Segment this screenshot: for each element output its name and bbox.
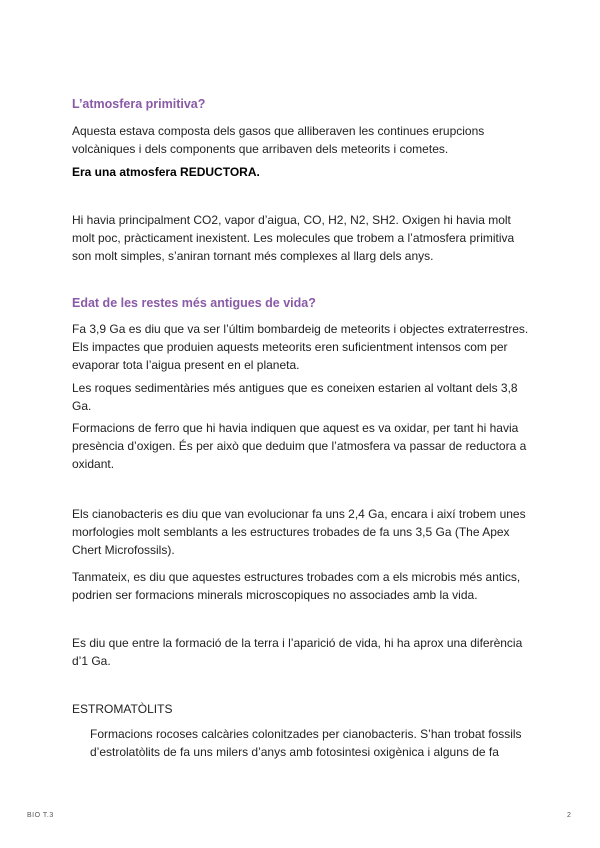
paragraph-diferencia-vida: Es diu que entre la formació de la terra i l’aparició de vida, hi ha aprox una diferència d’1 Ga. xyxy=(72,636,523,668)
paragraph-bombardeig-meteorits: Fa 3,9 Ga es diu que va ser l’últim bombardeig de meteorits i objectes extraterrestres. Els impactes que produien aquests meteorits eren suficientment intensos com per evaporar tota l’aigua present en el planeta. xyxy=(72,322,529,372)
paragraph-formacions-ferro: Formacions de ferro que hi havia indiquen que aquest es va oxidar, per tant hi havia presència d’oxigen. És per això que deduim que l’atmosfera va passar de reductora a oxidant. xyxy=(72,421,527,471)
paragraph-atmosfera-reductora: Era una atmosfera REDUCTORA. xyxy=(72,165,260,179)
footer-page-number: 2 xyxy=(567,812,572,819)
footer-course-label: BIO T.3 xyxy=(27,812,54,819)
paragraph-roques-sedimentaries: Les roques sedimentàries més antigues que es coneixen estarien al voltant dels 3,8 Ga. xyxy=(72,381,518,413)
paragraph-cianobacteris: Els cianobacteris es diu que van evolucionar fa uns 2,4 Ga, encara i així trobem unes morfologies molt semblants a les estructures trobades de fa uns 3,5 Ga (The Apex Chert Microfossils). xyxy=(72,507,526,557)
section-heading-atmosfera: L’atmosfera primitiva? xyxy=(72,97,206,111)
paragraph-formacions-minerals: Tanmateix, es diu que aquestes estructures trobades com a els microbis més antics, podrien ser formacions minerals microscopiques no associades amb la vida. xyxy=(72,570,521,602)
section-heading-estromatolits: ESTROMATÒLITS xyxy=(72,702,173,716)
paragraph-atmosfera-composicio: Aquesta estava composta dels gasos que alliberaven les continues erupcions volcàniques i dels components que arribaven dels meteorits i cometes. xyxy=(72,124,485,156)
section-heading-edat-restes: Edat de les restes més antigues de vida? xyxy=(72,296,316,310)
paragraph-estromatolits: Formacions rocoses calcàries colonitzades per cianobacteris. S’han trobat fossils d’estrolatòlits de fa uns milers d’anys amb fotosintesi oxigènica i alguns de fa xyxy=(90,727,522,759)
paragraph-gasos-atmosfera: Hi havia principalment CO2, vapor d’aigua, CO, H2, N2, SH2. Oxigen hi havia molt molt poc, pràcticament inexistent. Les molecules que trobem a l’atmosfera primitiva son molt simples, s’aniran tornant més complexes al llarg dels anys. xyxy=(72,213,515,263)
